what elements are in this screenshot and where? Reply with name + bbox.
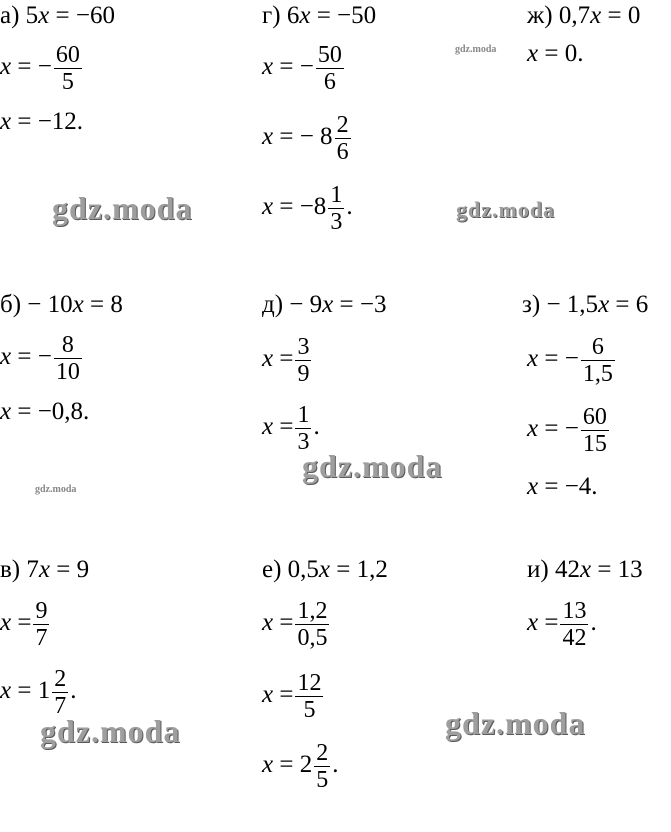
step-end: . [70, 677, 77, 705]
solution-v-step1 [0, 598, 51, 651]
equation-i: и) 42x = 13 [527, 556, 643, 583]
variable-x: x [527, 609, 539, 637]
fraction [581, 334, 615, 387]
fraction [54, 332, 82, 385]
step-left: x = [262, 413, 294, 441]
solution-g-step1 [262, 42, 346, 95]
variable-x: x [598, 291, 610, 318]
equation-e: е) 0,5x = 1,2 [262, 556, 388, 583]
denominator: 3 [330, 209, 343, 235]
variable-x: x [262, 609, 274, 637]
fraction [52, 666, 68, 719]
denominator: 7 [35, 625, 48, 651]
step-end: . [332, 751, 339, 779]
solution-e-step2 [262, 670, 325, 723]
solution-a-step1 [0, 42, 84, 95]
solution-e-step3 [262, 740, 338, 793]
step-left: x = − [527, 415, 579, 443]
solution-i-step1 [527, 598, 597, 651]
equation-a: а) 5x = −60 [0, 2, 115, 29]
fraction [54, 42, 82, 95]
fraction [335, 112, 351, 165]
variable-x: x [299, 2, 311, 29]
variable-x: x [72, 291, 84, 318]
fraction [33, 598, 49, 651]
variable-x: x [262, 193, 274, 221]
step-left: x = [0, 609, 32, 637]
step-left: x = − 8 [262, 123, 333, 151]
solution-g-step2 [262, 112, 353, 165]
fraction [328, 182, 344, 235]
step-left: x = 1 [0, 677, 51, 705]
denominator: 7 [54, 693, 67, 719]
denominator: 9 [297, 361, 310, 387]
numerator: 12 [297, 670, 322, 696]
denominator: 3 [297, 429, 310, 455]
denominator: 6 [336, 139, 349, 165]
variable-x: x [262, 751, 274, 779]
numerator: 50 [317, 42, 342, 68]
step-end: . [590, 609, 597, 637]
numerator: 60 [582, 404, 607, 430]
denominator: 10 [55, 359, 80, 385]
numerator: 1,2 [297, 598, 328, 624]
solution-z-step3: x = −4. [527, 473, 598, 500]
fraction [581, 404, 609, 457]
variable-x: x [0, 53, 12, 81]
numerator: 60 [55, 42, 80, 68]
solution-d-step2 [262, 402, 320, 455]
variable-x: x [262, 413, 274, 441]
numerator: 3 [297, 334, 310, 360]
variable-x: x [527, 345, 539, 373]
variable-x: x [262, 681, 274, 709]
watermark: gdz.moda [455, 44, 497, 55]
solution-a-step2: x = −12. [0, 108, 84, 135]
numerator: 2 [316, 740, 329, 766]
numerator: 13 [562, 598, 587, 624]
step-left: x = − [527, 345, 579, 373]
variable-x: x [38, 556, 50, 583]
solution-z-step2 [527, 404, 611, 457]
equation-d: д) − 9x = −3 [262, 291, 387, 318]
equation-z: з) − 1,5x = 6 [522, 291, 649, 318]
numerator: 2 [336, 112, 349, 138]
step-left: x = −8 [262, 193, 327, 221]
denominator: 5 [61, 69, 74, 95]
watermark: gdz.moda [52, 190, 193, 226]
variable-x: x [527, 473, 539, 500]
denominator: 5 [303, 697, 316, 723]
step-left: x = − [262, 53, 314, 81]
fraction [314, 740, 330, 793]
numerator: 1 [330, 182, 343, 208]
variable-x: x [262, 53, 274, 81]
watermark: gdz.moda [445, 705, 586, 741]
denominator: 6 [323, 69, 336, 95]
solution-b-step2: x = −0,8. [0, 398, 90, 425]
numerator: 9 [35, 598, 48, 624]
variable-x: x [590, 2, 602, 29]
watermark: gdz.moda [35, 484, 77, 495]
fraction [560, 598, 588, 651]
variable-x: x [0, 108, 12, 135]
denominator: 42 [562, 625, 587, 651]
solution-b-step1 [0, 332, 84, 385]
step-left: x = [262, 609, 294, 637]
denominator: 5 [316, 767, 329, 793]
variable-x: x [0, 343, 12, 371]
variable-x: x [318, 556, 331, 583]
fraction [316, 42, 344, 95]
equation-b: б) − 10x = 8 [0, 291, 123, 318]
fraction [295, 334, 311, 387]
variable-x: x [322, 291, 334, 318]
denominator: 0,5 [297, 625, 328, 651]
numerator: 8 [54, 332, 82, 359]
variable-x: x [0, 609, 12, 637]
step-left: x = 2 [262, 751, 313, 779]
variable-x: x [527, 415, 539, 443]
numerator: 6 [581, 334, 615, 361]
step-left: x = [262, 345, 294, 373]
step-left: x = [262, 681, 294, 709]
step-left: x = − [0, 53, 52, 81]
variable-x: x [262, 123, 274, 151]
step-end: . [346, 193, 353, 221]
watermark: gdz.moda [456, 197, 556, 222]
denominator: 15 [582, 431, 607, 457]
denominator: 1,5 [582, 361, 613, 387]
step-left: x = − [0, 343, 52, 371]
equation-g: г) 6x = −50 [262, 2, 377, 29]
step-left: x = [527, 609, 559, 637]
variable-x: x [0, 677, 12, 705]
solution-e-step1 [262, 598, 331, 651]
solution-z-step1 [527, 334, 617, 387]
equation-v: в) 7x = 9 [0, 556, 90, 583]
variable-x: x [262, 345, 274, 373]
fraction [295, 598, 329, 651]
numerator: 1 [297, 402, 310, 428]
solution-zh-step1: x = 0. [527, 40, 584, 67]
numerator: 2 [54, 666, 67, 692]
watermark: gdz.moda [40, 713, 181, 749]
step-end: . [313, 413, 320, 441]
variable-x: x [38, 2, 50, 29]
fraction [295, 402, 311, 455]
variable-x: x [0, 398, 12, 425]
solution-g-step3 [262, 182, 353, 235]
solution-d-step1 [262, 334, 313, 387]
watermark: gdz.moda [302, 448, 443, 484]
variable-x: x [527, 40, 539, 67]
equation-zh: ж) 0,7x = 0 [527, 2, 641, 29]
variable-x: x [579, 556, 592, 583]
solution-v-step2 [0, 666, 76, 719]
fraction [295, 670, 323, 723]
